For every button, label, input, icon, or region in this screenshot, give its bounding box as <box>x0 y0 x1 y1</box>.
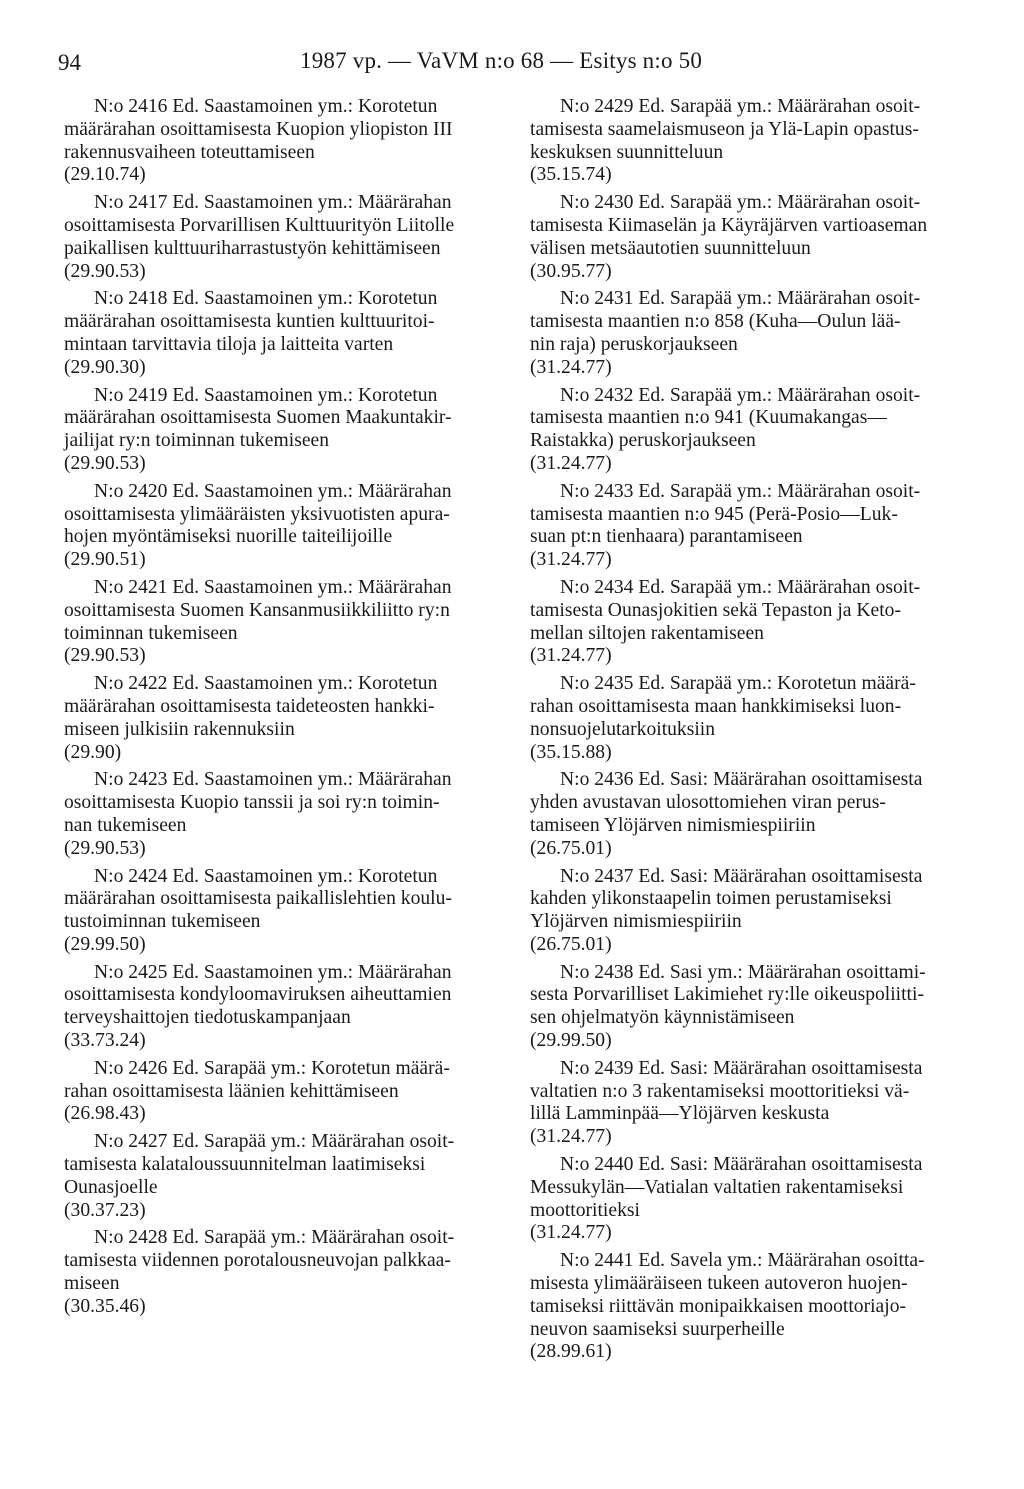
entry-line: N:o 2427 Ed. Sarapää ym.: Määrärahan osoit- <box>94 1131 455 1153</box>
entry-line: N:o 2441 Ed. Savela ym.: Määrärahan osoitta- <box>560 1250 925 1272</box>
entry-line: Messukylän—Vatialan valtatien rakentamiseksi <box>530 1176 904 1198</box>
motion-entry <box>530 385 982 476</box>
page-number: 94 <box>58 50 81 75</box>
entry-line: tamisesta viidennen porotalousneuvojan palkkaa- <box>64 1250 451 1272</box>
entry-line: N:o 2436 Ed. Sasi: Määrärahan osoittamisesta <box>560 769 923 791</box>
entry-line: N:o 2426 Ed. Sarapää ym.: Korotetun määrä- <box>94 1057 450 1079</box>
entry-line: osoittamisesta Suomen Kansanmusiikkiliitto ry:n <box>64 599 450 621</box>
entry-line: N:o 2430 Ed. Sarapää ym.: Määrärahan osoit- <box>560 192 921 214</box>
entry-line: rahan osoittamisesta läänien kehittämiseen <box>64 1080 399 1102</box>
entry-line: määrärahan osoittamisesta taideteosten hankki- <box>64 695 435 717</box>
motion-entry <box>530 288 982 379</box>
entry-line: määrärahan osoittamisesta Suomen Maakuntakir- <box>64 407 452 429</box>
entry-line: mintaan tarvittavia tiloja ja laitteita varten <box>64 333 394 355</box>
motion-entry <box>64 769 516 860</box>
entry-line: tamisesta saamelaismuseon ja Ylä-Lapin opastus- <box>530 118 919 140</box>
budget-code: (26.75.01) <box>530 933 612 955</box>
entry-line: N:o 2418 Ed. Saastamoinen ym.: Korotetun <box>94 288 438 310</box>
entry-line: hojen myöntämiseksi nuorille taiteilijoille <box>64 526 393 548</box>
entry-line: Ylöjärven nimismiespiiriin <box>530 911 742 933</box>
entry-line: miseen <box>64 1273 120 1295</box>
entry-line: suan pt:n tienhaara) parantamiseen <box>530 526 803 548</box>
entry-line: osoittamisesta ylimääräisten yksivuotisten apura- <box>64 503 450 525</box>
entry-line: N:o 2431 Ed. Sarapää ym.: Määrärahan osoit- <box>560 288 921 310</box>
entry-line: osoittamisesta kondyloomaviruksen aiheuttamien <box>64 984 452 1006</box>
entry-line: N:o 2425 Ed. Saastamoinen ym.: Määrärahan <box>94 961 452 983</box>
motion-entry <box>530 96 982 187</box>
entry-line: määrärahan osoittamisesta paikallislehtien koulu- <box>64 888 452 910</box>
motion-entry <box>64 1058 516 1126</box>
budget-code: (29.99.50) <box>530 1030 612 1052</box>
entry-line: osoittamisesta Porvarillisen Kulttuurityön Liitolle <box>64 214 455 236</box>
entry-line: N:o 2429 Ed. Sarapää ym.: Määrärahan osoit- <box>560 96 921 117</box>
entry-line: N:o 2439 Ed. Sasi: Määrärahan osoittamisesta <box>560 1057 923 1079</box>
entry-line: tamisesta Ounasjokitien sekä Tepaston ja Keto- <box>530 599 901 621</box>
entry-line: toiminnan tukemiseen <box>64 622 238 644</box>
entry-line: N:o 2435 Ed. Sarapää ym.: Korotetun määrä- <box>560 673 916 695</box>
motion-entry <box>64 96 516 187</box>
budget-code: (29.90.51) <box>64 549 146 571</box>
entry-line: tamisesta maantien n:o 941 (Kuumakangas— <box>530 407 887 429</box>
entry-line: tamisesta Kiimaselän ja Käyräjärven vartioaseman <box>530 214 928 236</box>
entry-line: neuvon saamiseksi suurperheille <box>530 1318 785 1340</box>
budget-code: (30.35.46) <box>64 1295 146 1317</box>
budget-code: (35.15.74) <box>530 164 612 186</box>
entry-line: miseen julkisiin rakennuksiin <box>64 718 295 740</box>
budget-code: (26.75.01) <box>530 837 612 859</box>
motion-entry <box>530 1154 982 1245</box>
motion-entry <box>530 1058 982 1149</box>
budget-code: (29.90) <box>64 741 122 763</box>
budget-code: (29.90.30) <box>64 356 146 378</box>
budget-code: (28.99.61) <box>530 1341 612 1363</box>
budget-code: (31.24.77) <box>530 356 612 378</box>
entry-line: Ounasjoelle <box>64 1176 158 1198</box>
entry-line: N:o 2438 Ed. Sasi ym.: Määrärahan osoittami- <box>560 961 926 983</box>
motion-entry <box>530 673 982 764</box>
motion-entry <box>64 385 516 476</box>
motion-entry <box>64 962 516 1053</box>
entry-line: N:o 2419 Ed. Saastamoinen ym.: Korotetun <box>94 384 438 406</box>
entry-line: N:o 2422 Ed. Saastamoinen ym.: Korotetun <box>94 673 438 695</box>
budget-code: (30.95.77) <box>530 260 612 282</box>
entry-line: osoittamisesta Kuopio tanssii ja soi ry:n toimin- <box>64 792 440 814</box>
motion-entry <box>64 673 516 764</box>
entry-line: tamisesta maantien n:o 945 (Perä-Posio—Luk- <box>530 503 898 525</box>
entry-line: Raistakka) peruskorjaukseen <box>530 430 756 452</box>
entry-line: sesta Porvarilliset Lakimiehet ry:lle oikeuspoliitti- <box>530 984 924 1006</box>
motion-entry <box>530 192 982 283</box>
entry-line: nan tukemiseen <box>64 814 187 836</box>
entry-line: määrärahan osoittamisesta kuntien kulttuuritoi- <box>64 311 435 333</box>
motion-entry <box>64 288 516 379</box>
budget-code: (29.10.74) <box>64 164 146 186</box>
motion-entry <box>64 1131 516 1222</box>
budget-code: (26.98.43) <box>64 1103 146 1125</box>
entry-line: mellan siltojen rakentamiseen <box>530 622 764 644</box>
entry-line: lillä Lamminpää—Ylöjärven keskusta <box>530 1103 830 1125</box>
entry-line: tamiseksi riittävän monipaikkaisen moottoriajo- <box>530 1295 907 1317</box>
entry-line: nin raja) peruskorjaukseen <box>530 333 738 355</box>
motion-entry <box>530 577 982 668</box>
entry-line: N:o 2428 Ed. Sarapää ym.: Määrärahan osoit- <box>94 1227 455 1249</box>
motion-entry <box>530 481 982 572</box>
entry-line: tamisesta maantien n:o 858 (Kuha—Oulun lää- <box>530 311 901 333</box>
entry-line: tustoiminnan tukemiseen <box>64 911 261 933</box>
budget-code: (33.73.24) <box>64 1030 146 1052</box>
budget-code: (31.24.77) <box>530 1126 612 1148</box>
budget-code: (30.37.23) <box>64 1199 146 1221</box>
entry-line: tamiseen Ylöjärven nimismiespiiriin <box>530 814 816 836</box>
entry-line: jailijat ry:n toiminnan tukemiseen <box>64 430 330 452</box>
motion-entry <box>530 1250 982 1364</box>
entry-line: N:o 2421 Ed. Saastamoinen ym.: Määrärahan <box>94 576 452 598</box>
entry-line: terveyshaittojen tiedotuskampanjaan <box>64 1007 351 1029</box>
entry-line: N:o 2420 Ed. Saastamoinen ym.: Määrärahan <box>94 480 452 502</box>
entry-line: nonsuojelutarkoituksiin <box>530 718 716 740</box>
budget-code: (31.24.77) <box>530 452 612 474</box>
left-column <box>64 96 516 1324</box>
entry-line: N:o 2417 Ed. Saastamoinen ym.: Määrärahan <box>94 192 452 214</box>
motion-entry <box>64 192 516 283</box>
entry-line: keskuksen suunnitteluun <box>530 141 724 163</box>
entry-line: misesta ylimääräiseen tukeen autoveron huojen- <box>530 1273 908 1295</box>
entry-line: N:o 2437 Ed. Sasi: Määrärahan osoittamisesta <box>560 865 923 887</box>
entry-line: N:o 2432 Ed. Sarapää ym.: Määrärahan osoit- <box>560 384 921 406</box>
entry-line: N:o 2424 Ed. Saastamoinen ym.: Korotetun <box>94 865 438 887</box>
budget-code: (29.99.50) <box>64 933 146 955</box>
entry-line: rahan osoittamisesta maan hankkimiseksi luon- <box>530 695 902 717</box>
entry-line: N:o 2440 Ed. Sasi: Määrärahan osoittamisesta <box>560 1154 923 1176</box>
entry-line: sen ohjelmatyön käynnistämiseen <box>530 1007 795 1029</box>
entry-line: paikallisen kulttuuriharrastustyön kehittämiseen <box>64 237 441 259</box>
budget-code: (29.90.53) <box>64 645 146 667</box>
motion-entry <box>64 866 516 957</box>
entry-line: valtatien n:o 3 rakentamiseksi moottoritieksi vä- <box>530 1080 910 1102</box>
budget-code: (29.90.53) <box>64 260 146 282</box>
entry-line: moottoritieksi <box>530 1199 640 1221</box>
right-column <box>530 96 982 1369</box>
entry-line: tamisesta kalataloussuunnitelman laatimiseksi <box>64 1154 426 1176</box>
entry-line: kahden ylikonstaapelin toimen perustamiseksi <box>530 888 892 910</box>
motion-entry <box>530 962 982 1053</box>
entry-line: rakennusvaiheen toteuttamiseen <box>64 141 315 163</box>
motion-entry <box>530 866 982 957</box>
entry-line: N:o 2423 Ed. Saastamoinen ym.: Määrärahan <box>94 769 452 791</box>
budget-code: (35.15.88) <box>530 741 612 763</box>
motion-entry <box>530 769 982 860</box>
entry-line: N:o 2416 Ed. Saastamoinen ym.: Korotetun <box>94 96 438 117</box>
entry-line: välisen metsäautotien suunnitteluun <box>530 237 811 259</box>
entry-line: N:o 2433 Ed. Sarapää ym.: Määrärahan osoit- <box>560 480 921 502</box>
motion-entry <box>64 577 516 668</box>
motion-entry <box>64 481 516 572</box>
entry-line: N:o 2434 Ed. Sarapää ym.: Määrärahan osoit- <box>560 576 921 598</box>
budget-code: (31.24.77) <box>530 645 612 667</box>
entry-line: yhden avustavan ulosottomiehen viran perus- <box>530 792 886 814</box>
budget-code: (31.24.77) <box>530 1222 612 1244</box>
motion-entry <box>64 1227 516 1318</box>
entry-line: määrärahan osoittamisesta Kuopion yliopiston III <box>64 118 453 140</box>
running-header: 1987 vp. — VaVM n:o 68 — Esitys n:o 50 <box>300 48 703 73</box>
budget-code: (29.90.53) <box>64 452 146 474</box>
budget-code: (29.90.53) <box>64 837 146 859</box>
budget-code: (31.24.77) <box>530 549 612 571</box>
